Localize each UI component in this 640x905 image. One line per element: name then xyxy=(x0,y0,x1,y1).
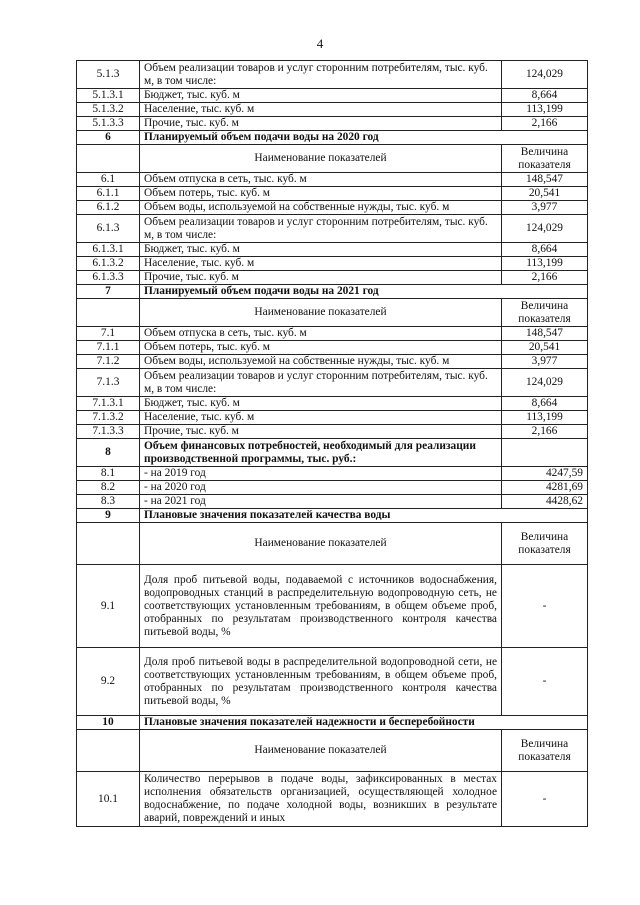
row-value: 113,199 xyxy=(502,103,588,117)
section-title: Планируемый объем подачи воды на 2021 год xyxy=(140,285,588,299)
row-name: Бюджет, тыс. куб. м xyxy=(140,89,502,103)
row-number: 10.1 xyxy=(77,772,140,827)
section-number: 10 xyxy=(77,716,140,730)
row-number: 9.2 xyxy=(77,648,140,716)
header-name: Наименование показателей xyxy=(140,145,502,173)
section-number: 9 xyxy=(77,509,140,523)
row-name: Население, тыс. куб. м xyxy=(140,103,502,117)
row-value: 4428,62 xyxy=(502,495,588,509)
table-row xyxy=(77,215,588,243)
header-value: Величина показателя xyxy=(502,730,588,772)
row-name: Объем реализации товаров и услуг сторонним потребителям, тыс. куб. м, в том числе: xyxy=(140,61,502,89)
section-row xyxy=(77,716,588,730)
table-row xyxy=(77,397,588,411)
header-row xyxy=(77,299,588,327)
table-row xyxy=(77,61,588,89)
row-value: 113,199 xyxy=(502,411,588,425)
row-name: Прочие, тыс. куб. м xyxy=(140,271,502,285)
row-value: 2,166 xyxy=(502,117,588,131)
section-title: Планируемый объем подачи воды на 2020 год xyxy=(140,131,588,145)
row-value: 124,029 xyxy=(502,215,588,243)
table-row xyxy=(77,89,588,103)
row-value: - xyxy=(502,565,588,648)
row-number: 6.1.2 xyxy=(77,201,140,215)
row-number: 6.1.1 xyxy=(77,187,140,201)
row-name: - на 2020 год xyxy=(140,481,502,495)
header-name: Наименование показателей xyxy=(140,299,502,327)
table-row xyxy=(77,341,588,355)
row-value: 2,166 xyxy=(502,425,588,439)
section-number: 6 xyxy=(77,131,140,145)
row-name: Объем отпуска в сеть, тыс. куб. м xyxy=(140,327,502,341)
row-number: 8.2 xyxy=(77,481,140,495)
row-number: 9.1 xyxy=(77,565,140,648)
page-number: 4 xyxy=(316,36,324,51)
row-number: 7.1.3 xyxy=(77,369,140,397)
row-value: 20,541 xyxy=(502,341,588,355)
row-value: 8,664 xyxy=(502,89,588,103)
row-number: 7.1.3.2 xyxy=(77,411,140,425)
header-value: Величина показателя xyxy=(502,145,588,173)
row-number: 5.1.3.2 xyxy=(77,103,140,117)
table-row xyxy=(77,425,588,439)
header-value: Величина показателя xyxy=(502,299,588,327)
row-number: 5.1.3.1 xyxy=(77,89,140,103)
section-title: Объем финансовых потребностей, необходимый для реализации производственной программы, тыс. руб.: xyxy=(140,439,502,467)
table-row xyxy=(77,271,588,285)
header-row xyxy=(77,730,588,772)
row-number: 8.1 xyxy=(77,467,140,481)
table-row xyxy=(77,772,588,827)
row-value: 4247,59 xyxy=(502,467,588,481)
row-name: - на 2019 год xyxy=(140,467,502,481)
row-name: Объем воды, используемой на собственные нужды, тыс. куб. м xyxy=(140,355,502,369)
table-row xyxy=(77,369,588,397)
table-row xyxy=(77,173,588,187)
row-name: Объем реализации товаров и услуг сторонним потребителям, тыс. куб. м, в том числе: xyxy=(140,215,502,243)
section-number: 8 xyxy=(77,439,140,467)
table-row xyxy=(77,495,588,509)
section-row xyxy=(77,285,588,299)
header-value: Величина показателя xyxy=(502,523,588,565)
row-name: Население, тыс. куб. м xyxy=(140,257,502,271)
row-number: 6.1.3.3 xyxy=(77,271,140,285)
table-row xyxy=(77,648,588,716)
section-title: Плановые значения показателей качества воды xyxy=(140,509,588,523)
table-row xyxy=(77,355,588,369)
row-value: - xyxy=(502,648,588,716)
row-value: 124,029 xyxy=(502,369,588,397)
row-name: Прочие, тыс. куб. м xyxy=(140,425,502,439)
row-name: Население, тыс. куб. м xyxy=(140,411,502,425)
row-number: 7.1.1 xyxy=(77,341,140,355)
row-number: 8.3 xyxy=(77,495,140,509)
table-row xyxy=(77,187,588,201)
row-name: Бюджет, тыс. куб. м xyxy=(140,397,502,411)
section-row xyxy=(77,439,588,467)
row-value: - xyxy=(502,772,588,827)
table-row xyxy=(77,117,588,131)
row-number: 6.1.3.1 xyxy=(77,243,140,257)
row-name: Количество перерывов в подаче воды, зафиксированных в местах исполнения обязательств организацией, осуществляющей холодное водоснабжение, по подаче холодной воды, возникших в результате аварий, повреждений и иных xyxy=(140,772,502,827)
row-name: Объем отпуска в сеть, тыс. куб. м xyxy=(140,173,502,187)
table-row xyxy=(77,243,588,257)
header-row xyxy=(77,145,588,173)
table-row xyxy=(77,257,588,271)
row-name: Бюджет, тыс. куб. м xyxy=(140,243,502,257)
row-number: 7.1 xyxy=(77,327,140,341)
header-name: Наименование показателей xyxy=(140,523,502,565)
program-table xyxy=(76,60,588,827)
row-value: 3,977 xyxy=(502,201,588,215)
row-value: 8,664 xyxy=(502,397,588,411)
row-value: 148,547 xyxy=(502,327,588,341)
row-number: 6.1 xyxy=(77,173,140,187)
row-value: 8,664 xyxy=(502,243,588,257)
row-value: 113,199 xyxy=(502,257,588,271)
section-title: Плановые значения показателей надежности и бесперебойности xyxy=(140,716,588,730)
row-name: Объем потерь, тыс. куб. м xyxy=(140,341,502,355)
table-row xyxy=(77,411,588,425)
row-name: Прочие, тыс. куб. м xyxy=(140,117,502,131)
row-name: - на 2021 год xyxy=(140,495,502,509)
row-value: 148,547 xyxy=(502,173,588,187)
section-row xyxy=(77,131,588,145)
row-value: 20,541 xyxy=(502,187,588,201)
row-name: Объем реализации товаров и услуг сторонним потребителям, тыс. куб. м, в том числе: xyxy=(140,369,502,397)
row-number: 6.1.3.2 xyxy=(77,257,140,271)
table-row xyxy=(77,327,588,341)
header-row xyxy=(77,523,588,565)
row-number: 6.1.3 xyxy=(77,215,140,243)
row-number: 5.1.3 xyxy=(77,61,140,89)
row-name: Доля проб питьевой воды в распределительной водопроводной сети, не соответствующих установленным требованиям, в общем объеме проб, отобранных по результатам производственного контроля качества питьевой воды, % xyxy=(140,648,502,716)
row-name: Объем воды, используемой на собственные нужды, тыс. куб. м xyxy=(140,201,502,215)
section-number: 7 xyxy=(77,285,140,299)
row-name: Доля проб питьевой воды, подаваемой с источников водоснабжения, водопроводных станций в распределительную водопроводную сеть, не соответствующих установленным требованиям, в общем объеме проб, отобранных по результатам производственного контроля качества питьевой воды, % xyxy=(140,565,502,648)
row-value: 3,977 xyxy=(502,355,588,369)
row-number: 5.1.3.3 xyxy=(77,117,140,131)
row-value: 124,029 xyxy=(502,61,588,89)
row-name: Объем потерь, тыс. куб. м xyxy=(140,187,502,201)
table-row xyxy=(77,481,588,495)
row-number: 7.1.3.1 xyxy=(77,397,140,411)
table-row xyxy=(77,103,588,117)
table-row xyxy=(77,467,588,481)
header-name: Наименование показателей xyxy=(140,730,502,772)
table-row xyxy=(77,201,588,215)
row-value: 4281,69 xyxy=(502,481,588,495)
section-row xyxy=(77,509,588,523)
row-number: 7.1.3.3 xyxy=(77,425,140,439)
table-row xyxy=(77,565,588,648)
row-value: 2,166 xyxy=(502,271,588,285)
row-number: 7.1.2 xyxy=(77,355,140,369)
